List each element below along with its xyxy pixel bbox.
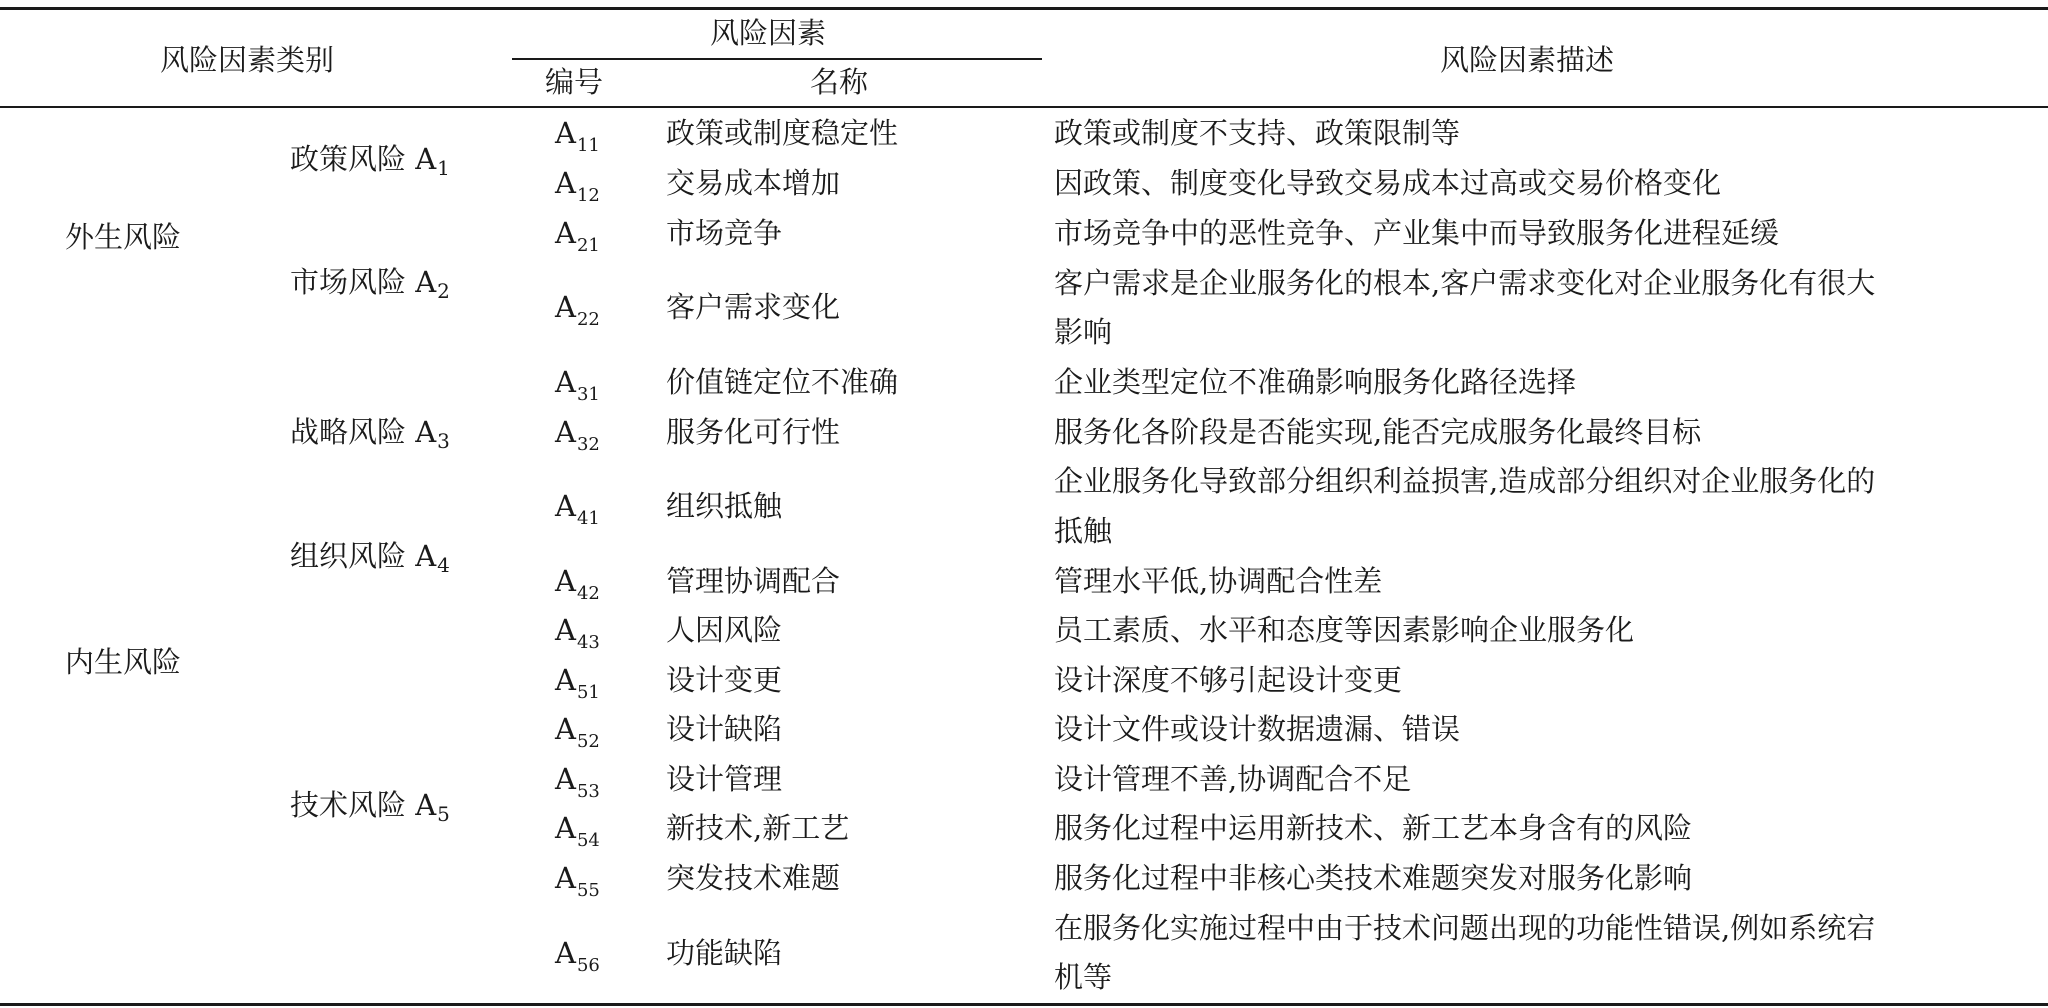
header-category: 风险因素类别 <box>160 43 335 77</box>
row-description: 服务化过程中非核心类技术难题突发对服务化影响 <box>1054 861 1693 895</box>
outer-group-exogenous: 外生风险 <box>65 220 182 254</box>
row-description: 管理水平低,协调配合性差 <box>1054 564 1383 598</box>
row-name: 设计变更 <box>666 663 783 697</box>
row-name: 市场竞争 <box>666 216 783 250</box>
row-name: 客户需求变化 <box>666 290 841 324</box>
row-description: 服务化各阶段是否能实现,能否完成服务化最终目标 <box>1054 415 1702 449</box>
row-description: 市场竞争中的恶性竞争、产业集中而导致服务化进程延缓 <box>1054 216 1780 250</box>
row-description: 企业服务化导致部分组织利益损害,造成部分组织对企业服务化的 <box>1054 464 1876 498</box>
row-description: 员工素质、水平和态度等因素影响企业服务化 <box>1054 613 1635 647</box>
row-name: 突发技术难题 <box>666 861 841 895</box>
category-organization: 组织风险 $A_4$ <box>290 539 450 577</box>
row-name: 服务化可行性 <box>666 415 841 449</box>
row-name: 管理协调配合 <box>666 564 841 598</box>
row-name: 新技术,新工艺 <box>666 811 850 845</box>
row-name: 价值链定位不准确 <box>666 365 899 399</box>
category-technology: 技术风险 $A_5$ <box>290 788 450 826</box>
row-description-cont: 机等 <box>1054 960 1113 994</box>
row-name: 交易成本增加 <box>666 166 841 200</box>
row-code: $A_{56}$ <box>555 936 600 976</box>
row-description: 因政策、制度变化导致交易成本过高或交易价格变化 <box>1054 166 1722 200</box>
category-strategy: 战略风险 $A_3$ <box>290 415 450 453</box>
row-code: $A_{52}$ <box>555 712 600 752</box>
row-code: $A_{22}$ <box>555 290 600 330</box>
bottom-rule <box>0 1003 2048 1006</box>
header-code: 编号 <box>545 65 604 99</box>
row-name: 政策或制度稳定性 <box>666 116 899 150</box>
header-bottom-rule <box>0 106 2048 108</box>
category-market: 市场风险 $A_2$ <box>290 265 450 303</box>
row-code: $A_{54}$ <box>555 811 600 851</box>
category-policy: 政策风险 $A_1$ <box>290 142 450 180</box>
factor-sub-rule <box>512 58 1042 60</box>
row-description-cont: 影响 <box>1054 315 1113 349</box>
row-name: 组织抵触 <box>666 489 783 523</box>
row-code: $A_{11}$ <box>555 116 600 156</box>
header-description: 风险因素描述 <box>1440 43 1615 77</box>
row-code: $A_{32}$ <box>555 415 600 455</box>
row-description: 客户需求是企业服务化的根本,客户需求变化对企业服务化有很大 <box>1054 266 1876 300</box>
row-description-cont: 抵触 <box>1054 514 1113 548</box>
row-description: 政策或制度不支持、政策限制等 <box>1054 116 1461 150</box>
row-code: $A_{31}$ <box>555 365 600 405</box>
row-code: $A_{43}$ <box>555 613 600 653</box>
row-code: $A_{41}$ <box>555 489 600 529</box>
header-name: 名称 <box>810 65 869 99</box>
row-code: $A_{55}$ <box>555 861 600 901</box>
row-code: $A_{42}$ <box>555 564 600 604</box>
row-name: 设计管理 <box>666 762 783 796</box>
row-code: $A_{21}$ <box>555 216 600 256</box>
top-rule <box>0 7 2048 10</box>
row-name: 人因风险 <box>666 613 783 647</box>
row-name: 设计缺陷 <box>666 712 783 746</box>
header-factor: 风险因素 <box>710 16 827 50</box>
row-description: 在服务化实施过程中由于技术问题出现的功能性错误,例如系统宕 <box>1054 911 1876 945</box>
row-code: $A_{51}$ <box>555 663 600 703</box>
row-description: 设计深度不够引起设计变更 <box>1054 663 1403 697</box>
row-description: 服务化过程中运用新技术、新工艺本身含有的风险 <box>1054 811 1693 845</box>
row-code: $A_{53}$ <box>555 762 600 802</box>
row-description: 设计文件或设计数据遗漏、错误 <box>1054 712 1461 746</box>
row-code: $A_{12}$ <box>555 166 600 206</box>
row-name: 功能缺陷 <box>666 936 783 970</box>
row-description: 企业类型定位不准确影响服务化路径选择 <box>1054 365 1577 399</box>
row-description: 设计管理不善,协调配合不足 <box>1054 762 1412 796</box>
outer-group-endogenous: 内生风险 <box>65 645 182 679</box>
